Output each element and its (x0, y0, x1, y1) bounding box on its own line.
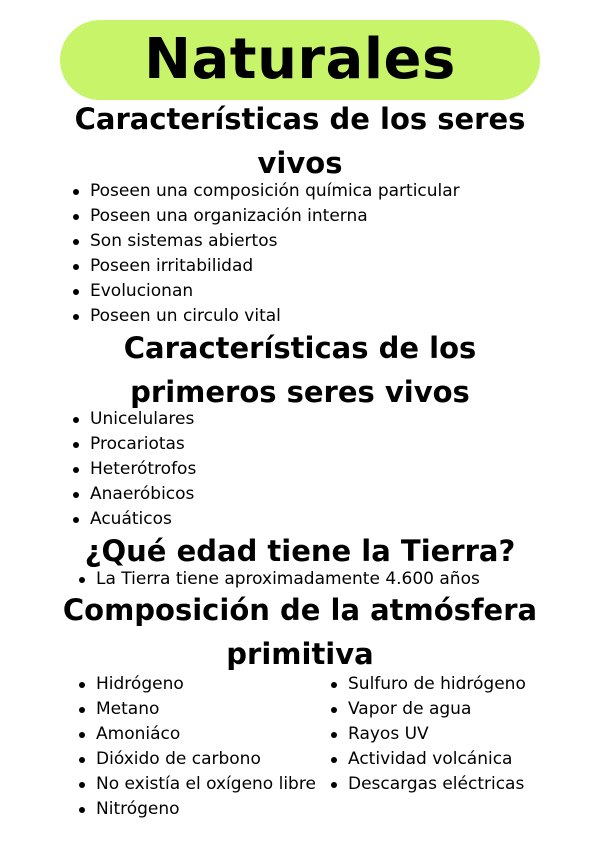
list-item: Dióxido de carbono (74, 747, 316, 772)
list-atmosfera-right (326, 672, 526, 797)
list-item: Sulfuro de hidrógeno (326, 672, 526, 697)
section-heading-edad-tierra: ¿Qué edad tiene la Tierra? (84, 534, 516, 568)
list-item: Nitrógeno (74, 797, 316, 822)
list-seres-vivos (68, 179, 460, 329)
list-item: Anaeróbicos (68, 482, 196, 507)
section-heading-atmosfera: Composición de la atmósfera primitiva (62, 593, 538, 671)
section-heading-seres-vivos: Características de los seres vivos (74, 102, 526, 180)
list-item: Procariotas (68, 432, 196, 457)
list-primeros-seres (68, 407, 196, 532)
list-item: Evolucionan (68, 279, 460, 304)
list-item: La Tierra tiene aproximadamente 4.600 años (74, 567, 480, 592)
list-item: Poseen una organización interna (68, 204, 460, 229)
list-item: Descargas eléctricas (326, 772, 526, 797)
list-item: Poseen un circulo vital (68, 304, 460, 329)
list-item: Son sistemas abiertos (68, 229, 460, 254)
list-item: Actividad volcánica (326, 747, 526, 772)
list-item: Rayos UV (326, 722, 526, 747)
list-item: Vapor de agua (326, 697, 526, 722)
page-title: Naturales (144, 27, 456, 92)
list-item: No existía el oxígeno libre (74, 772, 316, 797)
list-item: Metano (74, 697, 316, 722)
list-item: Amoniáco (74, 722, 316, 747)
list-item: Unicelulares (68, 407, 196, 432)
list-item: Poseen una composición química particular (68, 179, 460, 204)
list-atmosfera-left (74, 672, 316, 822)
list-item: Hidrógeno (74, 672, 316, 697)
title-banner (60, 20, 540, 100)
list-item: Acuáticos (68, 507, 196, 532)
list-item: Heterótrofos (68, 457, 196, 482)
list-item: Poseen irritabilidad (68, 254, 460, 279)
section-heading-primeros-seres: Características de los primeros seres vivos (123, 331, 477, 409)
